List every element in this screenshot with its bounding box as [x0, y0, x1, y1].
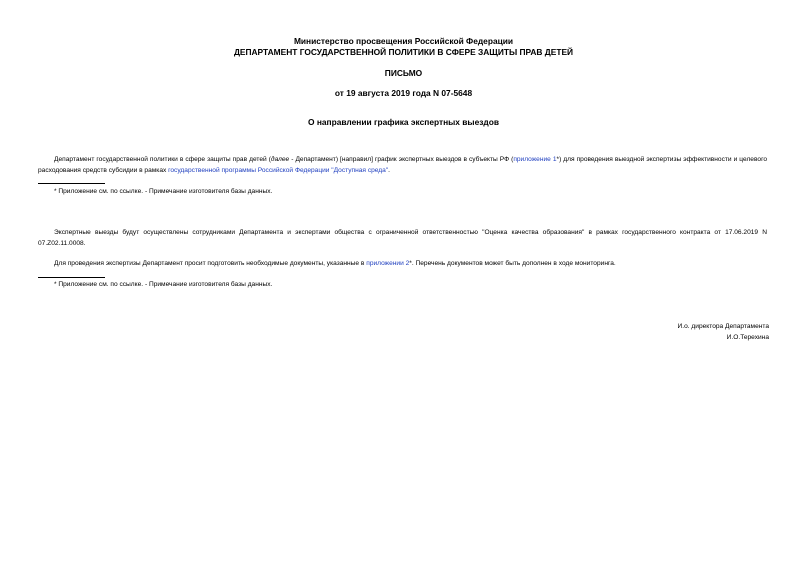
- paragraph-3-text-a: Для проведения экспертизы Департамент просит подготовить необходимые документы, указанные в: [54, 260, 367, 267]
- paragraph-3-text-b: *. Перечень документов может быть дополнен в ходе мониторинга.: [409, 260, 616, 267]
- paragraph-3: [38, 259, 767, 270]
- ministry-name: Министерство просвещения Российской Федерации: [293, 36, 514, 46]
- paragraph-1-text-d: .: [388, 166, 391, 174]
- footnote-divider-1: [38, 183, 105, 184]
- document-subject: О направлении графика экспертных выездов: [308, 117, 499, 127]
- signature-position: И.о. директора Департамента: [677, 323, 769, 330]
- department-name: ДЕПАРТАМЕНТ ГОСУДАРСТВЕННОЙ ПОЛИТИКИ В СФЕРЕ ЗАЩИТЫ ПРАВ ДЕТЕЙ: [233, 47, 574, 57]
- paragraph-1-italic: далее: [270, 156, 290, 163]
- footnote-2: * Приложение см. по ссылке. - Примечание изготовителя базы данных.: [54, 281, 273, 288]
- paragraph-1-text-c: *) для проведения выездной экспертизы эффективности и целевого расходования средств субсидии в рамках: [38, 156, 767, 174]
- paragraph-2: Экспертные выезды будут осуществлены сотрудниками Департамента и экспертами общества с ограниченной ответственностью "Оценка качества образования" в рамках государственного контракта от 17.06.2019 N 07.Z02.11.0008.: [38, 229, 767, 247]
- paragraph-1-text-a: Департамент государственной политики в сфере защиты прав детей (: [54, 156, 271, 163]
- signature-name: И.О.Терехина: [726, 334, 769, 341]
- appendix-2-link[interactable]: приложении 2: [366, 260, 410, 267]
- state-program-link[interactable]: государственной программы Российской Федерации "Доступная среда": [168, 166, 389, 174]
- document-date-number: от 19 августа 2019 года N 07-5648: [334, 88, 473, 98]
- document-type: ПИСЬМО: [384, 68, 423, 78]
- paragraph-1-text-b: - Департамент) [направил] график экспертных выездов в субъекты РФ (: [289, 156, 514, 163]
- appendix-1-link[interactable]: приложение 1: [513, 156, 557, 163]
- paragraph-1: [38, 155, 767, 176]
- footnote-1: * Приложение см. по ссылке. - Примечание изготовителя базы данных.: [54, 188, 273, 195]
- footnote-divider-2: [38, 277, 105, 278]
